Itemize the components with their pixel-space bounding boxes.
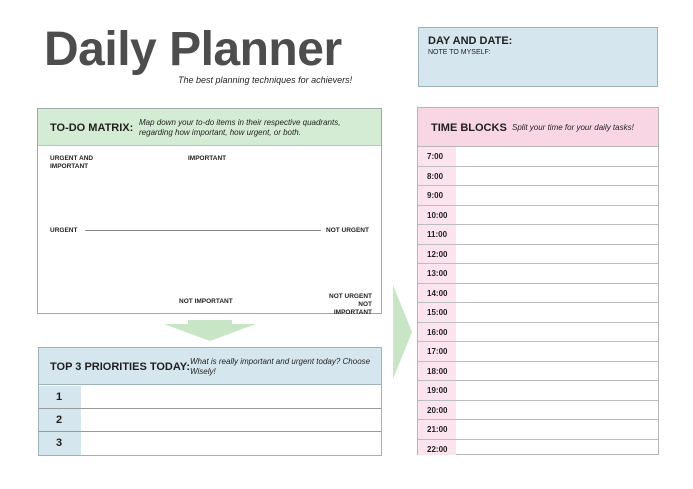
- matrix-axis-line: [85, 230, 321, 231]
- page-title: Daily Planner: [44, 23, 342, 76]
- urgent-label: URGENT: [50, 227, 78, 234]
- time-slot[interactable]: [418, 186, 658, 206]
- time-slot[interactable]: [418, 245, 658, 265]
- priority-number: 2: [39, 409, 81, 431]
- time-slot[interactable]: [418, 167, 658, 187]
- top-priorities-description: What is really important and urgent today? Choose Wisely!: [190, 357, 371, 376]
- priority-row[interactable]: [39, 386, 381, 409]
- time-slot[interactable]: [418, 401, 658, 421]
- time-label: 22:00: [418, 440, 456, 455]
- not-urgent-not-important-label: NOT URGENT NOT IMPORTANT: [329, 293, 372, 317]
- time-label: 15:00: [418, 303, 456, 322]
- time-slot[interactable]: [418, 440, 658, 455]
- time-slot[interactable]: [418, 303, 658, 323]
- time-label: 16:00: [418, 323, 456, 342]
- priority-row[interactable]: [39, 432, 381, 455]
- not-important-label: NOT IMPORTANT: [179, 298, 233, 305]
- time-slot[interactable]: [418, 206, 658, 226]
- time-label: 20:00: [418, 401, 456, 420]
- time-label: 11:00: [418, 225, 456, 244]
- priority-number: 1: [39, 386, 81, 408]
- time-slot[interactable]: [418, 264, 658, 284]
- time-blocks-heading: TIME BLOCKS: [431, 122, 507, 134]
- time-blocks-header: [418, 108, 658, 147]
- todo-matrix-heading: TO-DO MATRIX:: [50, 122, 134, 134]
- time-slot[interactable]: [418, 225, 658, 245]
- time-label: 10:00: [418, 206, 456, 225]
- time-slot[interactable]: [418, 342, 658, 362]
- priority-number: 3: [39, 432, 81, 455]
- time-label: 7:00: [418, 147, 456, 166]
- time-label: 14:00: [418, 284, 456, 303]
- important-label: IMPORTANT: [188, 155, 227, 162]
- time-label: 8:00: [418, 167, 456, 186]
- urgent-and-important-label: URGENT AND IMPORTANT: [50, 155, 94, 171]
- page-subtitle: The best planning techniques for achievers!: [178, 75, 353, 85]
- top-priorities-heading: TOP 3 PRIORITIES TODAY:: [50, 361, 190, 373]
- time-blocks-panel: [417, 107, 659, 455]
- arrow-down-icon: [164, 320, 256, 342]
- time-label: 21:00: [418, 420, 456, 439]
- time-label: 19:00: [418, 381, 456, 400]
- priority-row[interactable]: [39, 409, 381, 432]
- time-label: 9:00: [418, 186, 456, 205]
- day-and-date-heading: DAY AND DATE:: [428, 35, 513, 47]
- todo-matrix-description: Map down your to-do items in their respective quadrants, regarding how important, how urgent, or both.: [139, 118, 341, 137]
- time-label: 13:00: [418, 264, 456, 283]
- top-priorities-header: [39, 348, 381, 385]
- time-slot[interactable]: [418, 147, 658, 167]
- note-to-myself-label: NOTE TO MYSELF:: [428, 49, 491, 56]
- top-priorities-panel: [38, 347, 382, 456]
- todo-matrix-header: [38, 109, 381, 146]
- time-label: 17:00: [418, 342, 456, 361]
- not-urgent-label: NOT URGENT: [326, 227, 369, 234]
- todo-matrix[interactable]: [37, 108, 382, 317]
- time-label: 12:00: [418, 245, 456, 264]
- time-slot[interactable]: [418, 420, 658, 440]
- time-slot[interactable]: [418, 284, 658, 304]
- day-and-date-box[interactable]: [418, 27, 658, 87]
- time-slot[interactable]: [418, 362, 658, 382]
- time-slot[interactable]: [418, 323, 658, 343]
- time-blocks-description: Split your time for your daily tasks!: [512, 123, 634, 132]
- time-slot[interactable]: [418, 381, 658, 401]
- arrow-right-icon: [391, 285, 413, 380]
- time-label: 18:00: [418, 362, 456, 381]
